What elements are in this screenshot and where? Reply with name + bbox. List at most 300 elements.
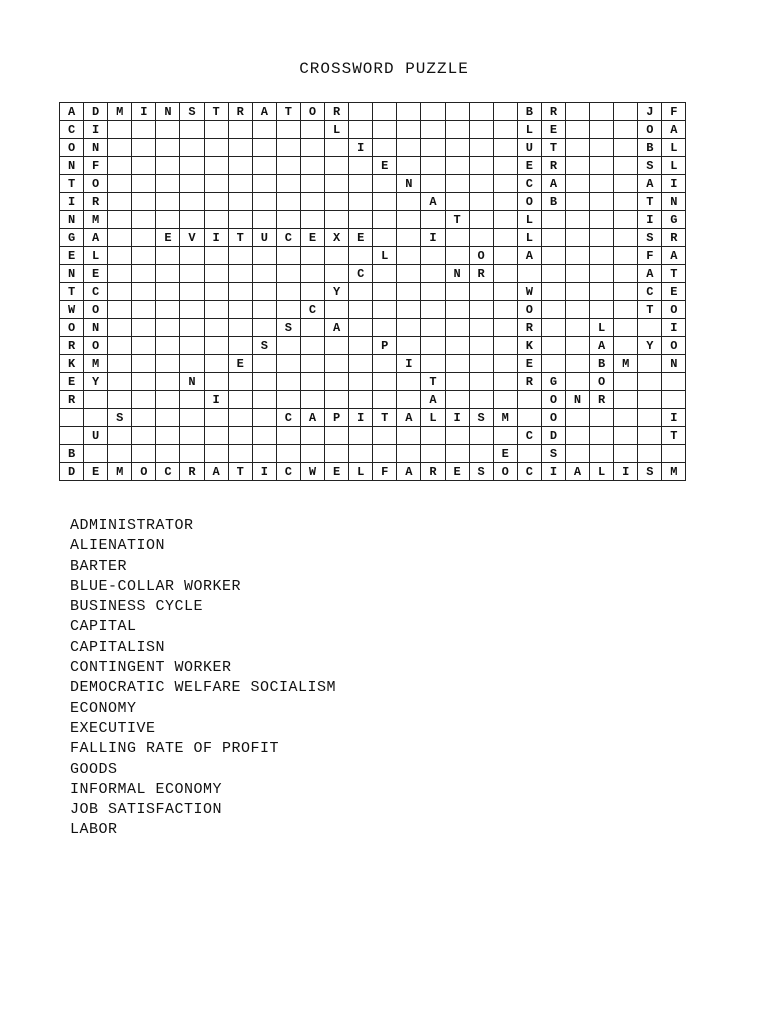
grid-cell xyxy=(132,319,156,337)
grid-cell: S xyxy=(108,409,132,427)
grid-cell xyxy=(614,427,638,445)
grid-cell xyxy=(565,175,589,193)
word-list xyxy=(70,516,336,841)
grid-cell xyxy=(325,391,349,409)
grid-cell: I xyxy=(541,463,565,481)
grid-cell: A xyxy=(541,175,565,193)
grid-cell xyxy=(565,409,589,427)
grid-cell: L xyxy=(325,121,349,139)
grid-cell: R xyxy=(541,103,565,121)
grid-cell xyxy=(421,139,445,157)
grid-cell xyxy=(469,391,493,409)
grid-cell: A xyxy=(300,409,324,427)
grid-cell xyxy=(565,157,589,175)
grid-cell xyxy=(469,121,493,139)
grid-cell xyxy=(276,175,300,193)
grid-cell xyxy=(541,355,565,373)
grid-cell: R xyxy=(228,103,252,121)
grid-cell xyxy=(228,427,252,445)
grid-cell xyxy=(108,193,132,211)
grid-cell xyxy=(469,355,493,373)
grid-cell xyxy=(397,247,421,265)
grid-cell xyxy=(108,319,132,337)
grid-cell: I xyxy=(445,409,469,427)
grid-cell: A xyxy=(421,193,445,211)
grid-cell: E xyxy=(373,157,397,175)
grid-cell xyxy=(108,301,132,319)
grid-cell xyxy=(108,283,132,301)
grid-row xyxy=(60,175,686,193)
grid-cell xyxy=(180,247,204,265)
grid-cell: N xyxy=(180,373,204,391)
word-list-item: FALLING RATE OF PROFIT xyxy=(70,740,280,758)
grid-cell xyxy=(469,157,493,175)
grid-cell xyxy=(638,355,662,373)
grid-cell: T xyxy=(662,265,686,283)
grid-cell xyxy=(349,157,373,175)
grid-cell xyxy=(373,283,397,301)
grid-cell xyxy=(565,121,589,139)
grid-cell: L xyxy=(517,121,541,139)
grid-cell xyxy=(228,211,252,229)
grid-cell: R xyxy=(469,265,493,283)
grid-cell xyxy=(276,355,300,373)
grid-cell xyxy=(590,445,614,463)
grid-cell xyxy=(493,427,517,445)
grid-cell: N xyxy=(60,157,84,175)
grid-cell: I xyxy=(662,319,686,337)
grid-cell: I xyxy=(60,193,84,211)
grid-cell: D xyxy=(60,463,84,481)
grid-cell: E xyxy=(662,283,686,301)
grid-cell xyxy=(662,373,686,391)
grid-cell xyxy=(300,265,324,283)
grid-cell xyxy=(493,301,517,319)
grid-row xyxy=(60,373,686,391)
grid-cell: O xyxy=(60,319,84,337)
grid-cell xyxy=(180,283,204,301)
grid-cell: K xyxy=(60,355,84,373)
grid-cell xyxy=(469,373,493,391)
grid-cell xyxy=(493,265,517,283)
grid-cell xyxy=(565,139,589,157)
grid-cell: W xyxy=(517,283,541,301)
grid-cell xyxy=(228,445,252,463)
grid-cell: M xyxy=(84,355,108,373)
grid-cell: E xyxy=(445,463,469,481)
grid-cell: R xyxy=(180,463,204,481)
grid-cell xyxy=(228,373,252,391)
grid-cell: N xyxy=(60,211,84,229)
grid-cell xyxy=(132,121,156,139)
grid-cell xyxy=(228,139,252,157)
grid-cell: I xyxy=(614,463,638,481)
grid-cell xyxy=(397,139,421,157)
grid-cell: R xyxy=(517,373,541,391)
grid-cell: V xyxy=(180,229,204,247)
grid-cell xyxy=(108,427,132,445)
grid-cell xyxy=(228,391,252,409)
grid-cell xyxy=(276,157,300,175)
grid-cell xyxy=(469,427,493,445)
grid-cell: O xyxy=(84,175,108,193)
grid-cell: M xyxy=(614,355,638,373)
grid-cell: L xyxy=(590,319,614,337)
grid-cell xyxy=(108,373,132,391)
grid-cell xyxy=(469,301,493,319)
grid-cell: A xyxy=(590,337,614,355)
grid-cell xyxy=(228,319,252,337)
grid-row xyxy=(60,139,686,157)
grid-cell: L xyxy=(373,247,397,265)
grid-cell: R xyxy=(590,391,614,409)
grid-cell: R xyxy=(84,193,108,211)
grid-cell: A xyxy=(662,121,686,139)
grid-cell xyxy=(180,193,204,211)
grid-cell: E xyxy=(84,463,108,481)
grid-cell: G xyxy=(60,229,84,247)
word-list-item: EXECUTIVE xyxy=(70,719,156,737)
grid-cell: B xyxy=(590,355,614,373)
grid-cell xyxy=(614,211,638,229)
word-list-item: INFORMAL ECONOMY xyxy=(70,780,223,798)
word-list-item: ECONOMY xyxy=(70,699,137,717)
grid-cell xyxy=(397,373,421,391)
grid-cell: F xyxy=(373,463,397,481)
grid-cell xyxy=(108,229,132,247)
grid-cell: A xyxy=(325,319,349,337)
grid-cell: I xyxy=(662,409,686,427)
grid-cell xyxy=(614,283,638,301)
grid-cell xyxy=(469,175,493,193)
grid-cell xyxy=(541,229,565,247)
grid-cell xyxy=(373,193,397,211)
grid-cell xyxy=(493,157,517,175)
grid-cell xyxy=(276,211,300,229)
grid-cell: D xyxy=(541,427,565,445)
grid-cell xyxy=(517,409,541,427)
grid-cell xyxy=(397,427,421,445)
grid-cell xyxy=(493,337,517,355)
grid-cell xyxy=(204,121,228,139)
grid-cell xyxy=(156,121,180,139)
grid-cell: N xyxy=(84,319,108,337)
grid-cell: T xyxy=(638,301,662,319)
grid-cell: O xyxy=(541,409,565,427)
grid-cell: A xyxy=(84,229,108,247)
grid-cell: O xyxy=(517,193,541,211)
grid-cell xyxy=(325,427,349,445)
grid-cell: S xyxy=(276,319,300,337)
grid-row xyxy=(60,103,686,121)
grid-cell xyxy=(349,337,373,355)
grid-cell xyxy=(204,157,228,175)
grid-cell xyxy=(156,175,180,193)
grid-cell xyxy=(469,193,493,211)
grid-cell xyxy=(373,391,397,409)
grid-cell: M xyxy=(662,463,686,481)
grid-cell xyxy=(469,283,493,301)
grid-cell xyxy=(349,445,373,463)
grid-cell xyxy=(421,103,445,121)
grid-cell xyxy=(565,193,589,211)
grid-cell: O xyxy=(60,139,84,157)
grid-cell: O xyxy=(662,301,686,319)
grid-cell xyxy=(252,319,276,337)
grid-cell xyxy=(349,193,373,211)
grid-cell xyxy=(590,157,614,175)
grid-row xyxy=(60,463,686,481)
grid-cell xyxy=(252,121,276,139)
grid-cell: R xyxy=(325,103,349,121)
grid-cell xyxy=(180,139,204,157)
grid-cell xyxy=(445,247,469,265)
grid-cell xyxy=(300,193,324,211)
grid-row xyxy=(60,409,686,427)
grid-cell: U xyxy=(84,427,108,445)
grid-cell xyxy=(638,445,662,463)
grid-cell: A xyxy=(662,247,686,265)
grid-cell: C xyxy=(517,175,541,193)
grid-cell xyxy=(180,409,204,427)
grid-cell xyxy=(493,121,517,139)
grid-cell: N xyxy=(60,265,84,283)
grid-row xyxy=(60,319,686,337)
grid-cell: O xyxy=(469,247,493,265)
grid-cell: I xyxy=(204,391,228,409)
grid-cell xyxy=(565,355,589,373)
grid-cell: I xyxy=(349,139,373,157)
grid-cell xyxy=(469,211,493,229)
grid-cell xyxy=(132,337,156,355)
grid-cell: I xyxy=(638,211,662,229)
grid-cell xyxy=(349,121,373,139)
grid-cell xyxy=(421,355,445,373)
grid-cell xyxy=(638,319,662,337)
grid-cell: O xyxy=(541,391,565,409)
word-list-item: BARTER xyxy=(70,557,128,575)
grid-cell xyxy=(493,319,517,337)
grid-cell xyxy=(156,373,180,391)
grid-cell: A xyxy=(204,463,228,481)
grid-cell xyxy=(638,391,662,409)
word-list-item: ADMINISTRATOR xyxy=(70,517,194,534)
grid-cell: T xyxy=(60,175,84,193)
grid-cell xyxy=(614,373,638,391)
grid-cell: M xyxy=(108,463,132,481)
grid-cell xyxy=(397,103,421,121)
grid-row xyxy=(60,121,686,139)
grid-cell xyxy=(84,445,108,463)
grid-cell xyxy=(156,319,180,337)
grid-cell xyxy=(204,319,228,337)
grid-cell xyxy=(614,391,638,409)
grid-row xyxy=(60,355,686,373)
grid-cell xyxy=(204,265,228,283)
grid-cell xyxy=(397,229,421,247)
grid-cell xyxy=(204,175,228,193)
grid-cell xyxy=(397,265,421,283)
grid-cell xyxy=(60,409,84,427)
grid-cell: N xyxy=(565,391,589,409)
grid-cell xyxy=(445,283,469,301)
grid-cell xyxy=(325,139,349,157)
grid-cell xyxy=(276,265,300,283)
grid-cell: I xyxy=(204,229,228,247)
grid-cell xyxy=(421,427,445,445)
grid-cell: N xyxy=(84,139,108,157)
grid-cell xyxy=(204,409,228,427)
grid-cell xyxy=(204,211,228,229)
grid-cell xyxy=(614,139,638,157)
grid-cell xyxy=(204,283,228,301)
grid-cell xyxy=(493,247,517,265)
grid-cell xyxy=(204,247,228,265)
grid-cell xyxy=(421,157,445,175)
grid-cell: T xyxy=(276,103,300,121)
grid-cell xyxy=(325,193,349,211)
grid-cell xyxy=(252,301,276,319)
grid-cell xyxy=(156,283,180,301)
grid-cell xyxy=(614,193,638,211)
grid-cell xyxy=(132,175,156,193)
grid-cell xyxy=(204,139,228,157)
grid-cell xyxy=(180,301,204,319)
grid-cell xyxy=(373,355,397,373)
grid-cell xyxy=(108,157,132,175)
grid-cell: S xyxy=(180,103,204,121)
grid-cell: M xyxy=(84,211,108,229)
grid-cell: S xyxy=(638,229,662,247)
grid-cell: T xyxy=(541,139,565,157)
grid-cell xyxy=(614,265,638,283)
grid-cell xyxy=(541,319,565,337)
grid-cell xyxy=(493,193,517,211)
grid-cell: C xyxy=(156,463,180,481)
grid-cell xyxy=(397,319,421,337)
grid-cell xyxy=(445,319,469,337)
grid-cell xyxy=(132,391,156,409)
grid-cell xyxy=(445,355,469,373)
grid-cell xyxy=(180,157,204,175)
grid-cell: R xyxy=(60,337,84,355)
grid-cell xyxy=(325,337,349,355)
grid-cell: R xyxy=(541,157,565,175)
grid-cell xyxy=(614,121,638,139)
grid-cell xyxy=(614,301,638,319)
grid-cell: A xyxy=(638,265,662,283)
grid-cell xyxy=(300,247,324,265)
grid-row xyxy=(60,229,686,247)
grid-cell: M xyxy=(108,103,132,121)
grid-cell xyxy=(590,211,614,229)
grid-cell xyxy=(132,211,156,229)
grid-cell xyxy=(614,409,638,427)
grid-cell xyxy=(638,409,662,427)
grid-cell: F xyxy=(84,157,108,175)
grid-cell xyxy=(397,211,421,229)
word-list-item: CAPITAL xyxy=(70,618,137,636)
grid-cell xyxy=(373,103,397,121)
grid-cell: N xyxy=(445,265,469,283)
grid-cell xyxy=(445,193,469,211)
grid-cell xyxy=(349,247,373,265)
grid-cell: G xyxy=(541,373,565,391)
grid-cell xyxy=(180,265,204,283)
grid-cell: F xyxy=(638,247,662,265)
grid-cell: I xyxy=(421,229,445,247)
grid-cell xyxy=(373,121,397,139)
grid-cell xyxy=(132,247,156,265)
grid-row xyxy=(60,247,686,265)
grid-cell: I xyxy=(84,121,108,139)
grid-cell: C xyxy=(638,283,662,301)
grid-cell xyxy=(108,121,132,139)
grid-cell xyxy=(662,445,686,463)
grid-cell xyxy=(590,427,614,445)
grid-cell xyxy=(300,373,324,391)
grid-cell: G xyxy=(662,211,686,229)
grid-cell xyxy=(300,211,324,229)
grid-cell xyxy=(349,373,373,391)
grid-row xyxy=(60,391,686,409)
grid-cell: E xyxy=(156,229,180,247)
grid-cell xyxy=(373,373,397,391)
grid-cell xyxy=(349,391,373,409)
grid-cell xyxy=(180,211,204,229)
grid-cell xyxy=(325,247,349,265)
grid-cell: A xyxy=(565,463,589,481)
grid-cell xyxy=(349,103,373,121)
grid-cell xyxy=(156,247,180,265)
grid-cell: S xyxy=(541,445,565,463)
grid-cell: D xyxy=(84,103,108,121)
grid-cell: E xyxy=(493,445,517,463)
grid-cell: Y xyxy=(638,337,662,355)
grid-cell xyxy=(373,301,397,319)
grid-cell: L xyxy=(349,463,373,481)
grid-cell xyxy=(373,427,397,445)
grid-cell: A xyxy=(638,175,662,193)
grid-cell xyxy=(469,445,493,463)
grid-cell xyxy=(445,229,469,247)
grid-cell xyxy=(180,427,204,445)
grid-cell xyxy=(325,265,349,283)
grid-cell xyxy=(565,373,589,391)
grid-cell xyxy=(252,283,276,301)
grid-cell xyxy=(276,283,300,301)
grid-cell xyxy=(180,355,204,373)
grid-cell xyxy=(228,247,252,265)
word-list-item: CONTINGENT WORKER xyxy=(70,659,232,677)
grid-cell: R xyxy=(421,463,445,481)
grid-cell xyxy=(445,445,469,463)
grid-cell: L xyxy=(84,247,108,265)
grid-cell: E xyxy=(60,247,84,265)
grid-cell xyxy=(300,391,324,409)
grid-cell: T xyxy=(60,283,84,301)
grid-cell xyxy=(108,355,132,373)
grid-cell: T xyxy=(662,427,686,445)
grid-cell xyxy=(349,355,373,373)
grid-cell xyxy=(300,355,324,373)
grid-cell xyxy=(590,283,614,301)
grid-cell xyxy=(132,283,156,301)
grid-cell xyxy=(373,265,397,283)
grid-cell xyxy=(252,409,276,427)
grid-cell xyxy=(493,139,517,157)
grid-cell xyxy=(541,301,565,319)
